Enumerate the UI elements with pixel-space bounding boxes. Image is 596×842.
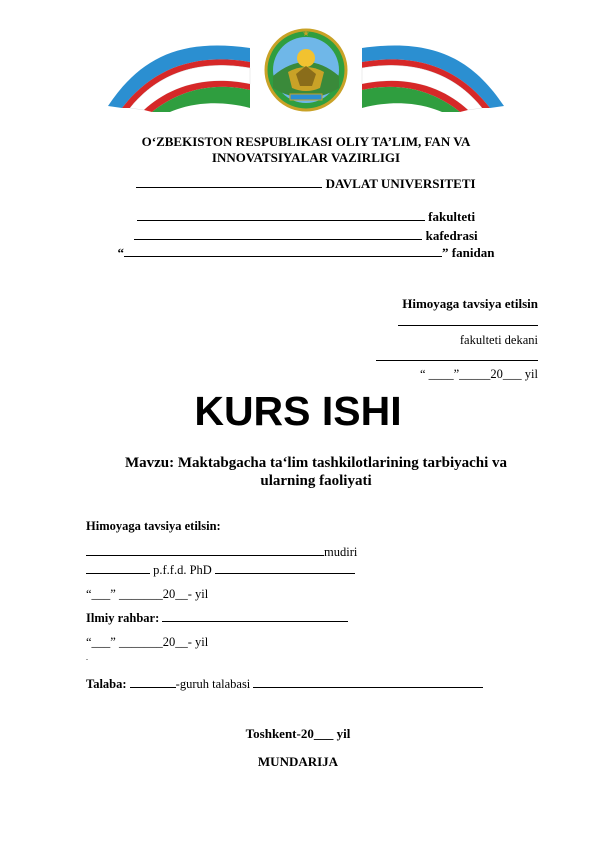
recommendation-date [278, 366, 538, 382]
ministry-heading [100, 134, 512, 166]
recommendation-title: Himoyaga tavsiya etilsin [402, 296, 538, 311]
student-line [86, 676, 483, 692]
supervisor-blank [162, 610, 348, 622]
stray-dot: . [86, 653, 88, 662]
contents-title: MUNDARIJA [257, 754, 339, 769]
student-name-blank [253, 676, 483, 688]
state-emblem-banner [100, 28, 512, 112]
faculty-line [100, 209, 512, 225]
faculty-blank [137, 209, 425, 221]
recommendation-signature-line [398, 311, 538, 326]
topic-line-1: Mavzu: Maktabgacha ta‘lim tashkilotlarining tarbiyachi va [124, 455, 508, 471]
head-suffix: mudiri [324, 545, 358, 559]
phd-line [86, 562, 355, 578]
phd-name-blank [86, 562, 150, 574]
faculty-suffix: fakulteti [424, 209, 476, 224]
recommendation-date-prefix: “ ____” [419, 367, 460, 381]
ministry-line-1: O‘ZBEKISTON RESPUBLIKASI OLIY TA’LIM, FAN VA [141, 134, 471, 149]
flag-emblem-icon [100, 28, 512, 112]
head-line [86, 544, 357, 560]
department-line [100, 228, 512, 244]
university-line [100, 176, 512, 192]
topic-block [90, 454, 542, 490]
phd-signature-blank [215, 562, 355, 574]
approval-label: Himoyaga tavsiya etilsin: [86, 519, 221, 533]
group-suffix: -guruh talabasi [175, 677, 254, 691]
group-blank [130, 676, 176, 688]
city-year: Toshkent-20___ yil [245, 726, 351, 741]
ministry-line-2: INNOVATSIYALAR VAZIRLIGI [211, 150, 401, 165]
dean-label: fakulteti dekani [459, 333, 538, 347]
approval-date: “___” _______20__- yil [86, 587, 209, 601]
university-blank [136, 176, 322, 188]
phd-label: p.f.f.d. PhD [150, 563, 215, 577]
subject-line [100, 245, 512, 261]
department-blank [134, 228, 422, 240]
supervisor-label: Ilmiy rahbar: [86, 611, 160, 625]
topic-line-2: ularning faoliyati [260, 473, 372, 489]
subject-blank [124, 245, 442, 257]
university-suffix: DAVLAT UNIVERSITETI [322, 176, 476, 191]
subject-suffix: ” fanidan [442, 245, 495, 260]
student-label: Talaba: [86, 677, 127, 691]
recommendation-date-year: _____20___ yil [459, 367, 538, 381]
document-type-title: KURS ISHI [194, 388, 402, 434]
supervisor-line [86, 610, 348, 626]
subject-open-quote: “ [117, 245, 125, 260]
supervisor-date: “___” _______20__- yil [86, 635, 209, 649]
dean-signature-line [376, 346, 538, 361]
head-blank [86, 544, 324, 556]
svg-text:★: ★ [302, 29, 310, 38]
department-suffix: kafedrasi [422, 228, 478, 243]
